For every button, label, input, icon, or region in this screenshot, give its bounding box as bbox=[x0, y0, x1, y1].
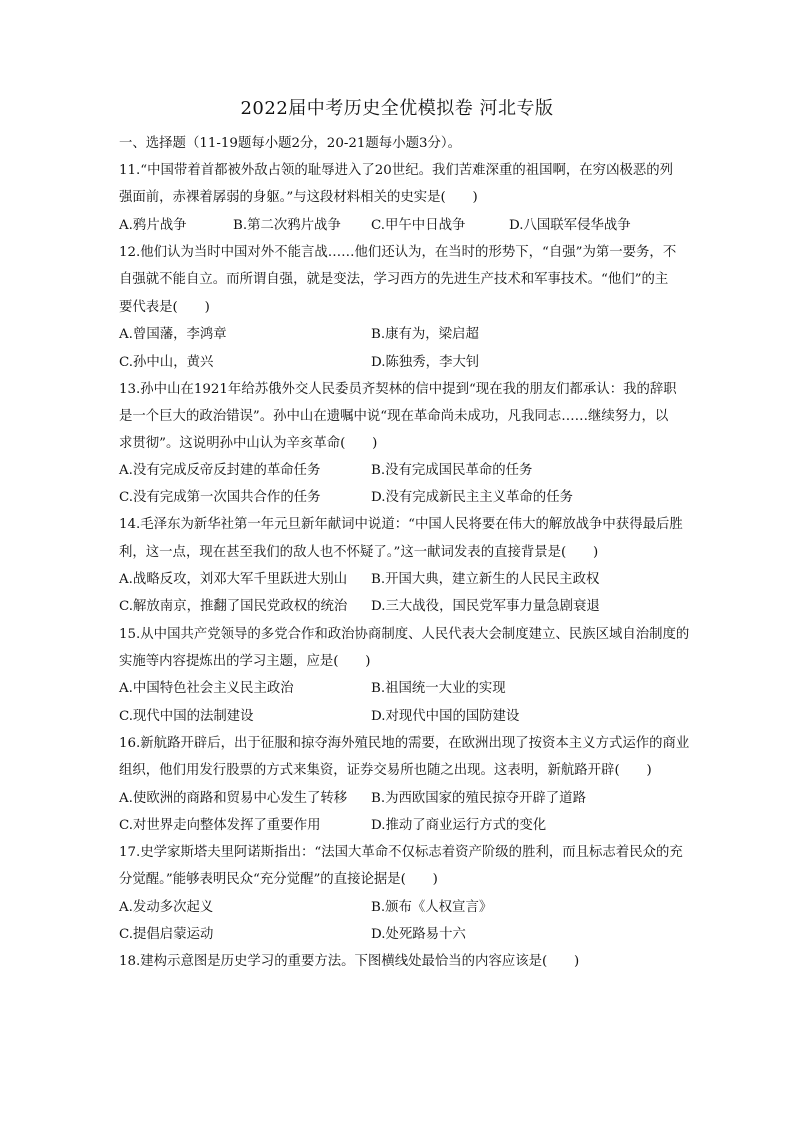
question-13-line-3: 求贯彻”。这说明孙中山认为辛亥革命( ) bbox=[119, 436, 378, 451]
question-16-line-1: 16.新航路开辟后，出于征服和掠夺海外殖民地的需要，在欧洲出现了按资本主义方式运作的商业 bbox=[119, 736, 690, 751]
q14-option-d: D.三大战役，国民党军事力量急剧衰退 bbox=[371, 599, 600, 614]
section-heading: 一、选择题（11-19题每小题2分，20-21题每小题3分）。 bbox=[119, 136, 461, 151]
q11-option-d: D.八国联军侵华战争 bbox=[509, 218, 631, 233]
q16-option-c: C.对世界走向整体发挥了重要作用 bbox=[119, 818, 321, 833]
question-17-line-2: 分觉醒。”能够表明民众“充分觉醒”的直接论据是( ) bbox=[119, 872, 438, 887]
q13-option-b: B.没有完成国民革命的任务 bbox=[371, 463, 533, 478]
question-12-line-1: 12.他们认为当时中国对外不能言战……他们还认为，在当时的形势下，“自强”为第一要务，不 bbox=[119, 245, 677, 260]
q13-option-c: C.没有完成第一次国共合作的任务 bbox=[119, 490, 321, 505]
q16-option-b: B.为西欧国家的殖民掠夺开辟了道路 bbox=[371, 791, 586, 806]
q11-option-a: A.鸦片战争 bbox=[119, 218, 187, 233]
q13-option-a: A.没有完成反帝反封建的革命任务 bbox=[119, 463, 321, 478]
exam-title: 2022届中考历史全优模拟卷 河北专版 bbox=[240, 98, 554, 119]
question-12-line-2: 自强就不能自立。而所谓自强，就是变法，学习西方的先进生产技术和军事技术。“他们”的主 bbox=[119, 272, 669, 287]
q17-option-a: A.发动多次起义 bbox=[119, 900, 214, 915]
q15-option-c: C.现代中国的法制建设 bbox=[119, 709, 254, 724]
q14-option-a: A.战略反攻，刘邓大军千里跃进大别山 bbox=[119, 572, 348, 587]
q12-option-c: C.孙中山，黄兴 bbox=[119, 355, 214, 370]
q12-option-d: D.陈独秀，李大钊 bbox=[371, 355, 480, 370]
question-11-line-1: 11.“中国带着首都被外敌占领的耻辱进入了20世纪。我们苦难深重的祖国啊，在穷凶极恶的列 bbox=[119, 163, 674, 178]
question-11-line-2: 强面前，赤裸着孱弱的身躯。”与这段材料相关的史实是( ) bbox=[119, 190, 478, 205]
q13-option-d: D.没有完成新民主主义革命的任务 bbox=[371, 490, 573, 505]
question-14-line-2: 利，这一点，现在甚至我们的敌人也不怀疑了。”这一献词发表的直接背景是( ) bbox=[119, 545, 599, 560]
question-13-line-1: 13.孙中山在1921年给苏俄外交人民委员齐契林的信中提到“现在我的朋友们都承认：我的辞职 bbox=[119, 382, 677, 397]
question-16-line-2: 组织，他们用发行股票的方式来集资，证券交易所也随之出现。这表明，新航路开辟( ) bbox=[119, 763, 652, 778]
question-12-line-3: 要代表是( ) bbox=[119, 300, 210, 315]
q15-option-d: D.对现代中国的国防建设 bbox=[371, 709, 520, 724]
q11-option-b: B.第二次鸦片战争 bbox=[233, 218, 341, 233]
q12-option-b: B.康有为，梁启超 bbox=[371, 327, 479, 342]
q17-option-c: C.提倡启蒙运动 bbox=[119, 927, 214, 942]
q11-option-c: C.甲午中日战争 bbox=[371, 218, 466, 233]
q16-option-d: D.推动了商业运行方式的变化 bbox=[371, 818, 547, 833]
question-13-line-2: 是一个巨大的政治错误”。孙中山在遗嘱中说“现在革命尚未成功，凡我同志……继续努力，以 bbox=[119, 409, 669, 424]
q14-option-b: B.开国大典，建立新生的人民民主政权 bbox=[371, 572, 600, 587]
q16-option-a: A.使欧洲的商路和贸易中心发生了转移 bbox=[119, 791, 348, 806]
q15-option-a: A.中国特色社会主义民主政治 bbox=[119, 681, 294, 696]
q17-option-b: B.颁布《人权宣言》 bbox=[371, 900, 493, 915]
q15-option-b: B.祖国统一大业的实现 bbox=[371, 681, 506, 696]
question-17-line-1: 17.史学家斯塔夫里阿诺斯指出：“法国大革命不仅标志着资产阶级的胜利，而且标志着民众的充 bbox=[119, 845, 683, 860]
q14-option-c: C.解放南京，推翻了国民党政权的统治 bbox=[119, 599, 348, 614]
question-18-line-1: 18.建构示意图是历史学习的重要方法。下图横线处最恰当的内容应该是( ) bbox=[119, 954, 580, 969]
q12-option-a: A.曾国藩，李鸿章 bbox=[119, 327, 227, 342]
question-14-line-1: 14.毛泽东为新华社第一年元旦新年献词中说道：“中国人民将要在伟大的解放战争中获得最后胜 bbox=[119, 517, 683, 532]
question-15-line-2: 实施等内容提炼出的学习主题，应是( ) bbox=[119, 654, 371, 669]
q17-option-d: D.处死路易十六 bbox=[371, 927, 466, 942]
question-15-line-1: 15.从中国共产党领导的多党合作和政治协商制度、人民代表大会制度建立、民族区域自治制度的 bbox=[119, 627, 690, 642]
